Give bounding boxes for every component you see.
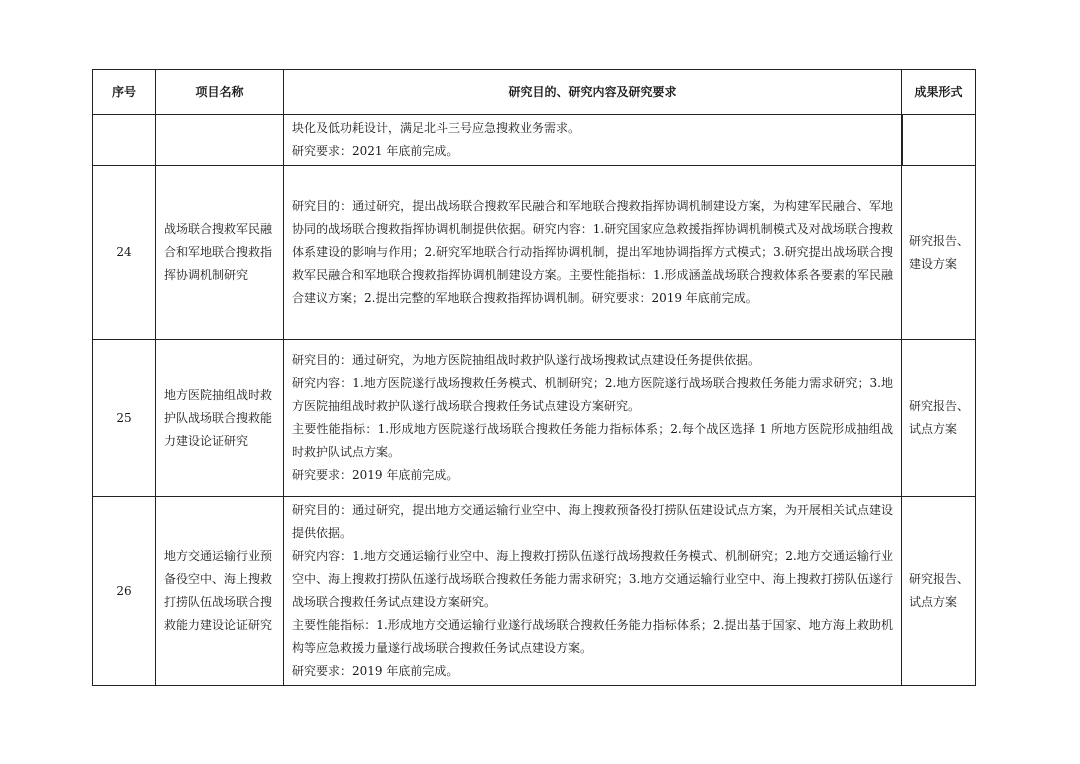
research-project-table (92, 69, 976, 686)
table-row-continued (93, 115, 976, 166)
cell-research-content (284, 340, 902, 497)
cell-index: 24 (93, 166, 156, 340)
content-paragraph: 研究要求：2019 年底前完成。 (292, 468, 459, 482)
content-paragraph: 研究目的：通过研究，提出战场联合搜救军民融合和军地联合搜救指挥协调机制建设方案，为构建军民融合、军地协同的战场联合搜救指挥协调机制提供依据。研究内容：1.研究国家应急救援指挥协调机制模式及对战场联合搜救体系建设的影响与作用；2.研究军地联合行动指挥协调机制，提出军地协调指挥方式模式；3.研究提出战场联合搜救军民融合和军地联合搜救指挥协调机制建设方案。主要性能指标：1.形成涵盖战场联合搜救体系各要素的军民融合建议方案；2.提出完整的军地联合搜救指挥协调机制。研究要求：2019 年底前完成。 (292, 199, 893, 305)
cell-index: 25 (93, 340, 156, 497)
content-paragraph: 主要性能指标：1.形成地方交通运输行业遂行战场联合搜救任务能力指标体系；2.提出基于国家、地方海上救助机构等应急救援力量遂行战场联合搜救任务试点建设方案。 (292, 618, 893, 655)
table-header-row (93, 70, 976, 115)
cell-project-name: 战场联合搜救军民融合和军地联合搜救指挥协调机制研究 (156, 166, 284, 340)
cell-index: 26 (93, 497, 156, 686)
cell-project-name: 地方医院抽组战时救护队战场联合搜救能力建设论证研究 (156, 340, 284, 497)
content-line: 块化及低功耗设计，满足北斗三号应急搜救业务需求。 (292, 121, 581, 135)
header-index: 序号 (93, 70, 156, 115)
content-paragraph: 研究目的：通过研究，为地方医院抽组战时救护队遂行战场搜救试点建设任务提供依据。 (292, 353, 761, 367)
cell-project-name: 地方交通运输行业预备役空中、海上搜救打捞队伍战场联合搜救能力建设论证研究 (156, 497, 284, 686)
cell-project-name (156, 115, 284, 166)
content-line: 研究要求：2021 年底前完成。 (292, 144, 459, 158)
table-row (93, 166, 976, 340)
content-paragraph: 研究内容：1.地方交通运输行业空中、海上搜救打捞队伍遂行战场搜救任务模式、机制研究；2.地方交通运输行业空中、海上搜救打捞队伍遂行战场联合搜救任务能力需求研究；3.地方交通运输行业空中、海上搜救打捞队伍遂行战场联合搜救任务试点建设方案研究。 (292, 549, 893, 609)
table-row (93, 340, 976, 497)
content-paragraph: 研究目的：通过研究，提出地方交通运输行业空中、海上搜救预备役打捞队伍建设试点方案，为开展相关试点建设提供依据。 (292, 503, 893, 540)
cell-result-form: 研究报告、试点方案 (902, 340, 976, 497)
content-paragraph: 主要性能指标：1.形成地方医院遂行战场联合搜救任务能力指标体系；2.每个战区选择 1 所地方医院形成抽组战时救护队试点方案。 (292, 422, 893, 459)
cell-research-content (284, 497, 902, 686)
content-paragraph: 研究要求：2019 年底前完成。 (292, 664, 459, 678)
cell-index (93, 115, 156, 166)
header-project-name: 项目名称 (156, 70, 284, 115)
header-research-content: 研究目的、研究内容及研究要求 (284, 70, 902, 115)
cell-result-form (902, 115, 976, 166)
content-paragraph: 研究内容：1.地方医院遂行战场搜救任务模式、机制研究；2.地方医院遂行战场联合搜救任务能力需求研究；3.地方医院抽组战时救护队遂行战场联合搜救任务试点建设方案研究。 (292, 376, 893, 413)
header-result-form: 成果形式 (902, 70, 976, 115)
cell-result-form: 研究报告、建设方案 (902, 166, 976, 340)
cell-research-content (284, 166, 902, 340)
table-row (93, 497, 976, 686)
cell-research-content (284, 115, 902, 166)
cell-result-form: 研究报告、试点方案 (902, 497, 976, 686)
